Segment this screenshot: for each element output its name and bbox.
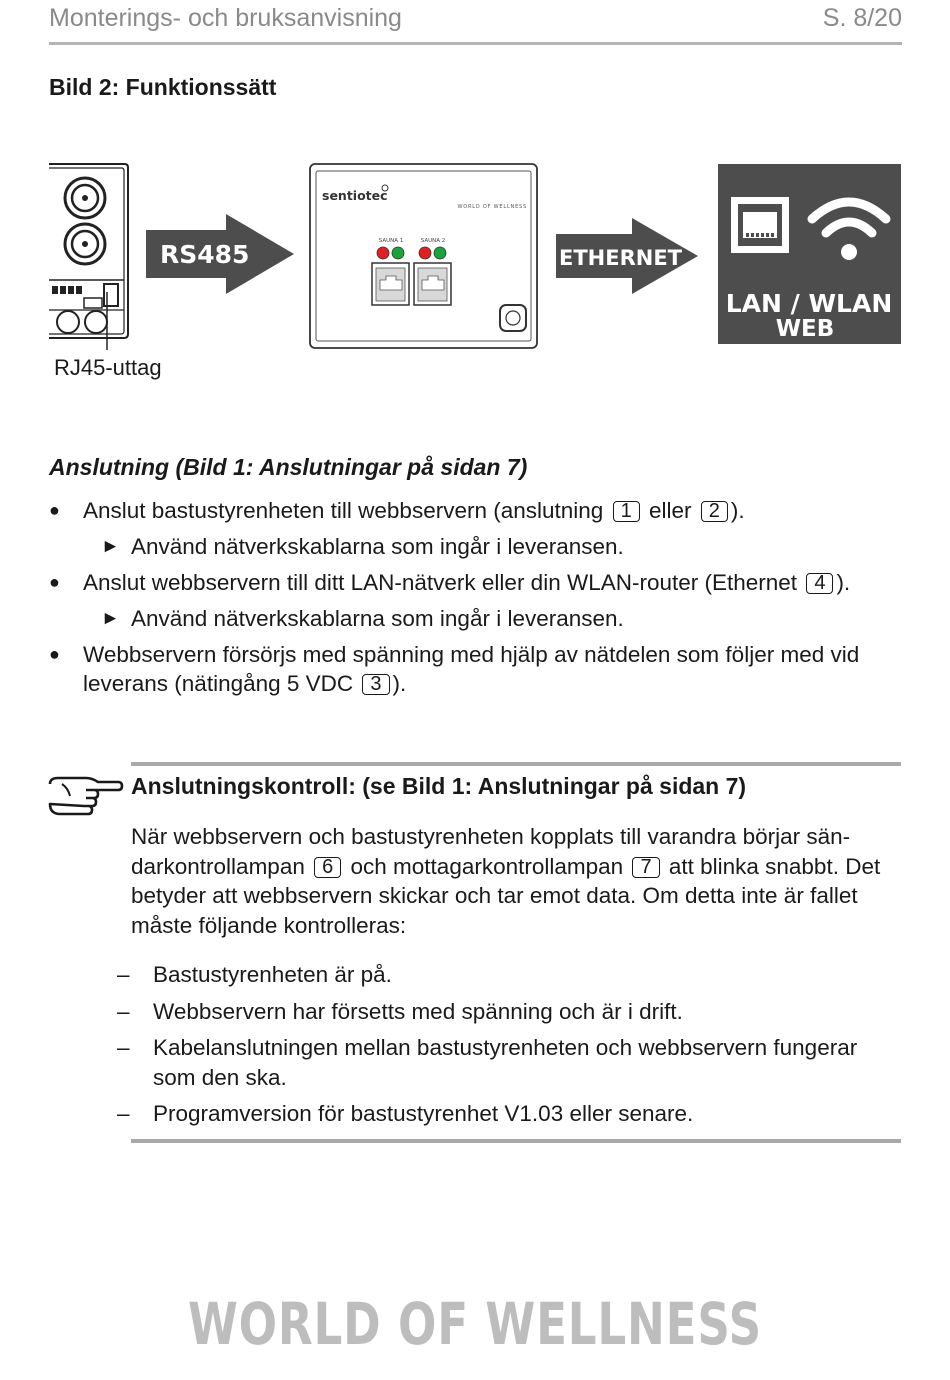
rs485-arrow bbox=[146, 214, 294, 294]
section-title: Anslutning (Bild 1: Anslutningar på sidan 7) bbox=[49, 454, 528, 480]
led-green-1 bbox=[392, 247, 404, 259]
ethernet-arrow bbox=[556, 218, 698, 294]
pointing-hand-icon bbox=[46, 772, 124, 818]
sauna2-port-label: SAUNA 2 bbox=[420, 238, 446, 244]
ethernet-label: ETHERNET bbox=[559, 246, 683, 270]
led-green-2 bbox=[434, 247, 446, 259]
led-red-1 bbox=[377, 247, 389, 259]
led-red-2 bbox=[419, 247, 431, 259]
callout-number: 3 bbox=[362, 674, 389, 695]
sauna1-port-label: SAUNA 1 bbox=[378, 238, 404, 244]
rj45-port-1 bbox=[372, 263, 409, 305]
sauna-control-unit bbox=[49, 164, 128, 350]
device-tagline: WORLD OF WELLNESS bbox=[457, 204, 527, 210]
list-subitem: ► Använd nätverkskablarna som ingår i leveransen. bbox=[101, 534, 624, 559]
note-bottom-rule bbox=[131, 1139, 901, 1143]
callout-number: 2 bbox=[701, 501, 728, 522]
list-subitem: ► Använd nätverkskablarna som ingår i leveransen. bbox=[101, 606, 624, 631]
webserver-device bbox=[310, 164, 537, 348]
arrow-bullet-icon: ► bbox=[101, 608, 120, 629]
connection-list bbox=[49, 496, 901, 698]
list-item: – Webbservern har försetts med spänning och är i drift. bbox=[117, 998, 683, 1024]
bullet-icon: ● bbox=[49, 644, 60, 664]
list-item: ● Anslut webbservern till ditt LAN-nätverk eller din WLAN-router (Ethernet 4 ). bbox=[49, 570, 851, 595]
sentiotec-logo: sentiotec bbox=[322, 188, 388, 203]
note-top-rule bbox=[131, 762, 901, 766]
check-list bbox=[117, 960, 901, 1136]
note-title: Anslutningskontroll: (se Bild 1: Anslutningar på sidan 7) bbox=[131, 773, 747, 799]
document-title: Monterings- och bruksanvisning bbox=[49, 4, 402, 32]
network-line-2: WEB bbox=[775, 316, 835, 342]
callout-number: 7 bbox=[632, 857, 659, 878]
bullet-icon: ● bbox=[49, 500, 60, 520]
rj45-port-icon bbox=[731, 197, 789, 253]
list-item: ● Webbservern försörjs med spänning med hjälp av nätdelen som följer med vid leverans (nätingång 5 VDC 3 ). bbox=[49, 642, 860, 696]
list-item: – Kabelanslutningen mellan bastustyrenheten och webbservern fungerar som den ska. bbox=[117, 1035, 858, 1090]
rj45-port-2 bbox=[414, 263, 451, 305]
page-number: S. 8/20 bbox=[822, 4, 902, 32]
list-item: – Bastustyrenheten är på. bbox=[117, 962, 392, 987]
list-item: ● Anslut bastustyrenheten till webbservern (anslutning 1 eller 2 ). bbox=[49, 498, 745, 523]
network-line-1: LAN / WLAN bbox=[725, 289, 893, 318]
figure-caption: Bild 2: Funktionssätt bbox=[49, 74, 277, 100]
list-item: – Programversion för bastustyrenhet V1.03 eller senare. bbox=[117, 1101, 694, 1126]
footer-brand: WORLD OF WELLNESS bbox=[187, 1290, 763, 1358]
callout-number: 4 bbox=[806, 573, 833, 594]
arrow-bullet-icon: ► bbox=[101, 536, 120, 557]
callout-number: 6 bbox=[314, 857, 341, 878]
bullet-icon: ● bbox=[49, 572, 60, 592]
callout-number: 1 bbox=[613, 501, 640, 522]
rs485-label: RS485 bbox=[160, 240, 250, 269]
rj45-callout-label: RJ45-uttag bbox=[54, 355, 162, 380]
note-paragraph: När webbservern och bastustyrenheten kopplats till varandra börjar sändarkontrollampan 6 och mottagarkontrollampan 7 att blinka snabbt. Det betyder att webbservern skickar och tar emot data. Om detta inte är fallet måste följande kontrolleras: bbox=[131, 824, 881, 938]
header-divider bbox=[49, 42, 902, 45]
network-box bbox=[718, 164, 901, 344]
device-badge-icon bbox=[500, 305, 526, 331]
